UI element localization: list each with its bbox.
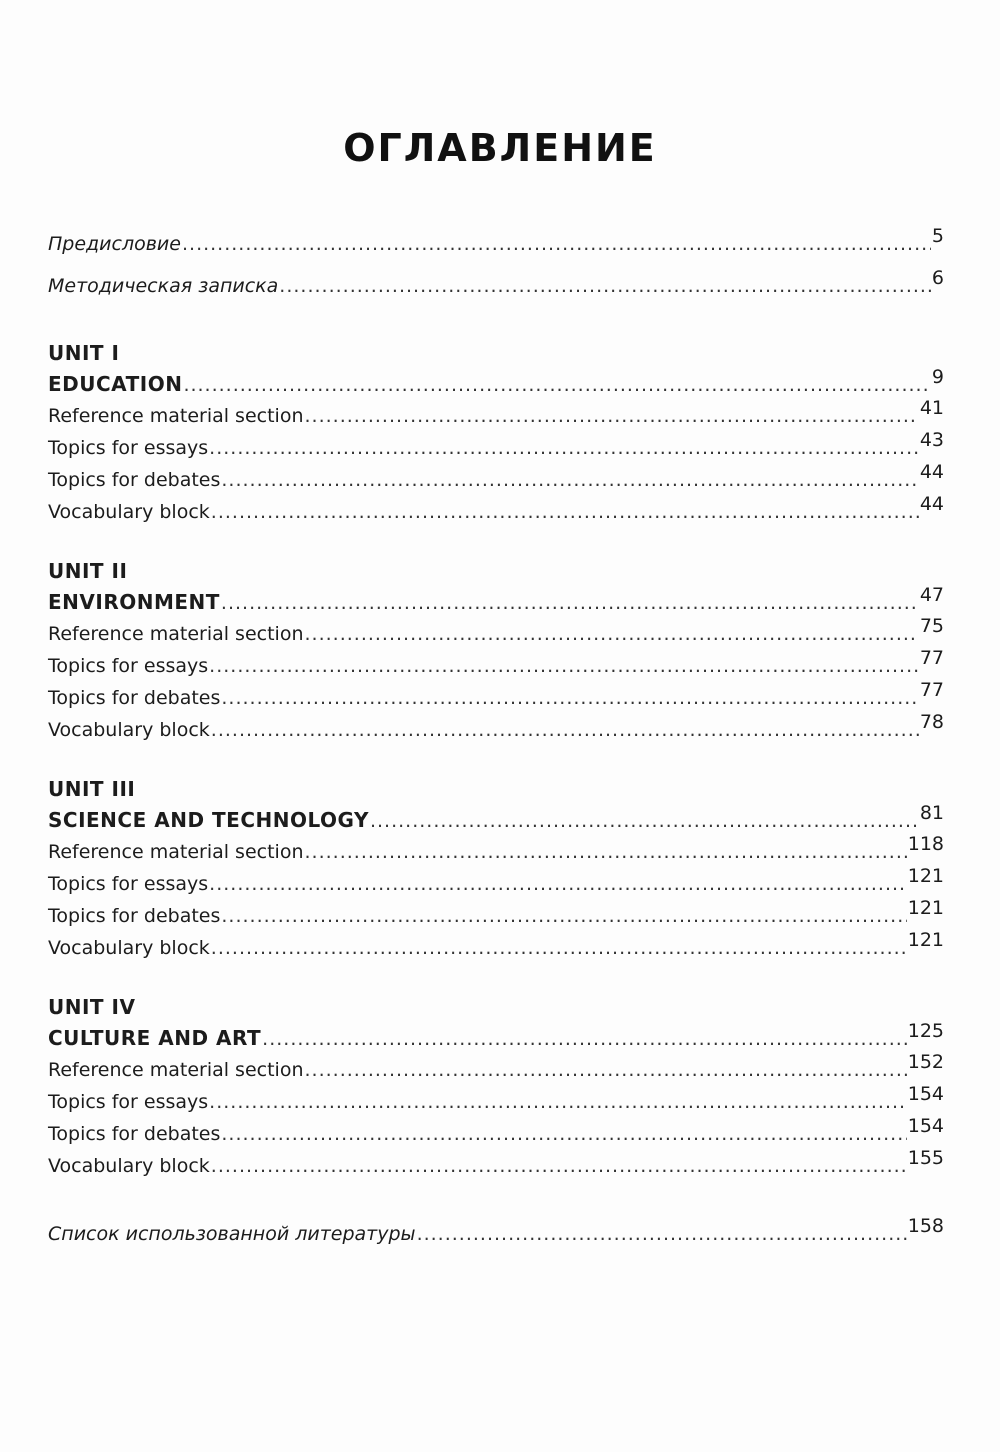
toc-page-number: 41	[919, 397, 944, 419]
toc-entry[interactable]	[48, 397, 944, 432]
dot-leader	[209, 1086, 907, 1118]
toc-entry-label: Topics for debates	[48, 1123, 221, 1145]
toc-entry[interactable]	[48, 1115, 944, 1150]
toc-page-number: 43	[919, 429, 944, 451]
toc-page-number: 152	[907, 1051, 944, 1073]
toc-entry-label: ENVIRONMENT	[48, 590, 220, 614]
toc-entry[interactable]	[48, 897, 944, 932]
toc-entry-label: Методическая записка	[48, 275, 279, 297]
unit-number: UNIT II	[48, 559, 128, 583]
dot-leader	[305, 400, 919, 432]
toc-page-number: 9	[931, 366, 944, 388]
toc-entry-label: Предисловие	[48, 233, 181, 255]
dot-leader	[305, 836, 907, 868]
toc-entry-label: Reference material section	[48, 623, 304, 645]
toc-page-number: 47	[919, 584, 944, 606]
toc-entry-unit-title[interactable]	[48, 586, 944, 618]
toc-page-number: 6	[931, 267, 944, 289]
dot-leader	[221, 587, 919, 619]
dot-leader	[182, 228, 931, 260]
toc-page-number: 5	[931, 225, 944, 247]
unit-number: UNIT I	[48, 341, 120, 365]
toc-entry[interactable]	[48, 833, 944, 868]
toc-entry[interactable]	[48, 1051, 944, 1086]
toc-entry-label: Topics for debates	[48, 469, 221, 491]
toc-entry-label: CULTURE AND ART	[48, 1026, 262, 1050]
toc-entry-label: EDUCATION	[48, 372, 183, 396]
dot-leader	[262, 1023, 907, 1055]
toc-entry[interactable]	[48, 1147, 944, 1182]
toc-entry-label: Topics for essays	[48, 437, 209, 459]
toc-entry-label: Vocabulary block	[48, 1155, 210, 1177]
toc-entry-preface[interactable]	[48, 225, 944, 260]
toc-entry-unit-title[interactable]	[48, 368, 944, 400]
unit-number: UNIT IV	[48, 995, 136, 1019]
toc-page-number: 121	[907, 897, 944, 919]
toc-page-number: 154	[907, 1115, 944, 1137]
toc-entry-label: Reference material section	[48, 1059, 304, 1081]
toc-page-number: 78	[919, 711, 944, 733]
page-title: ОГЛАВЛЕНИЕ	[343, 126, 657, 170]
toc-entry-unit-title[interactable]	[48, 804, 944, 836]
toc-entry[interactable]	[48, 461, 944, 496]
dot-leader	[305, 618, 919, 650]
toc-entry-label: Vocabulary block	[48, 937, 210, 959]
table-of-contents	[48, 225, 944, 1250]
dot-leader	[211, 1150, 907, 1182]
toc-entry-label: Topics for debates	[48, 687, 221, 709]
toc-page-number: 77	[919, 647, 944, 669]
dot-leader	[279, 270, 931, 302]
toc-entry[interactable]	[48, 679, 944, 714]
toc-page-number: 121	[907, 929, 944, 951]
toc-page-number: 155	[907, 1147, 944, 1169]
toc-page-number: 121	[907, 865, 944, 887]
dot-leader	[209, 868, 907, 900]
dot-leader	[211, 932, 907, 964]
toc-entry-label: Список использованной литературы	[48, 1223, 416, 1245]
toc-entry-bibliography[interactable]	[48, 1215, 944, 1250]
dot-leader	[221, 682, 918, 714]
toc-entry[interactable]	[48, 647, 944, 682]
toc-entry-label: SCIENCE AND TECHNOLOGY	[48, 808, 369, 832]
toc-entry-unit-title[interactable]	[48, 1022, 944, 1054]
toc-entry[interactable]	[48, 865, 944, 900]
toc-page-number: 158	[907, 1215, 944, 1237]
dot-leader	[221, 464, 918, 496]
toc-entry[interactable]	[48, 493, 944, 528]
toc-entry-methodical-note[interactable]	[48, 267, 944, 302]
dot-leader	[221, 1118, 906, 1150]
unit-number: UNIT III	[48, 777, 136, 801]
toc-entry[interactable]	[48, 711, 944, 746]
toc-entry-label: Vocabulary block	[48, 501, 210, 523]
dot-leader	[417, 1218, 907, 1250]
dot-leader	[209, 650, 919, 682]
toc-page-number: 125	[907, 1020, 944, 1042]
toc-entry[interactable]	[48, 1083, 944, 1118]
toc-entry-label: Reference material section	[48, 841, 304, 863]
dot-leader	[211, 714, 919, 746]
toc-entry-label: Topics for debates	[48, 905, 221, 927]
toc-page-number: 44	[919, 461, 944, 483]
toc-page-number: 154	[907, 1083, 944, 1105]
toc-entry-label: Topics for essays	[48, 655, 209, 677]
dot-leader	[211, 496, 919, 528]
toc-page-number: 118	[907, 833, 944, 855]
toc-page-number: 77	[919, 679, 944, 701]
toc-entry-label: Vocabulary block	[48, 719, 210, 741]
toc-entry-label: Reference material section	[48, 405, 304, 427]
toc-page-number: 81	[919, 802, 944, 824]
toc-entry-label: Topics for essays	[48, 873, 209, 895]
dot-leader	[305, 1054, 907, 1086]
dot-leader	[183, 369, 930, 401]
toc-entry-label: Topics for essays	[48, 1091, 209, 1113]
dot-leader	[209, 432, 919, 464]
dot-leader	[370, 805, 919, 837]
toc-entry[interactable]	[48, 615, 944, 650]
toc-entry[interactable]	[48, 429, 944, 464]
toc-page-number: 75	[919, 615, 944, 637]
toc-entry[interactable]	[48, 929, 944, 964]
dot-leader	[221, 900, 906, 932]
toc-page-number: 44	[919, 493, 944, 515]
